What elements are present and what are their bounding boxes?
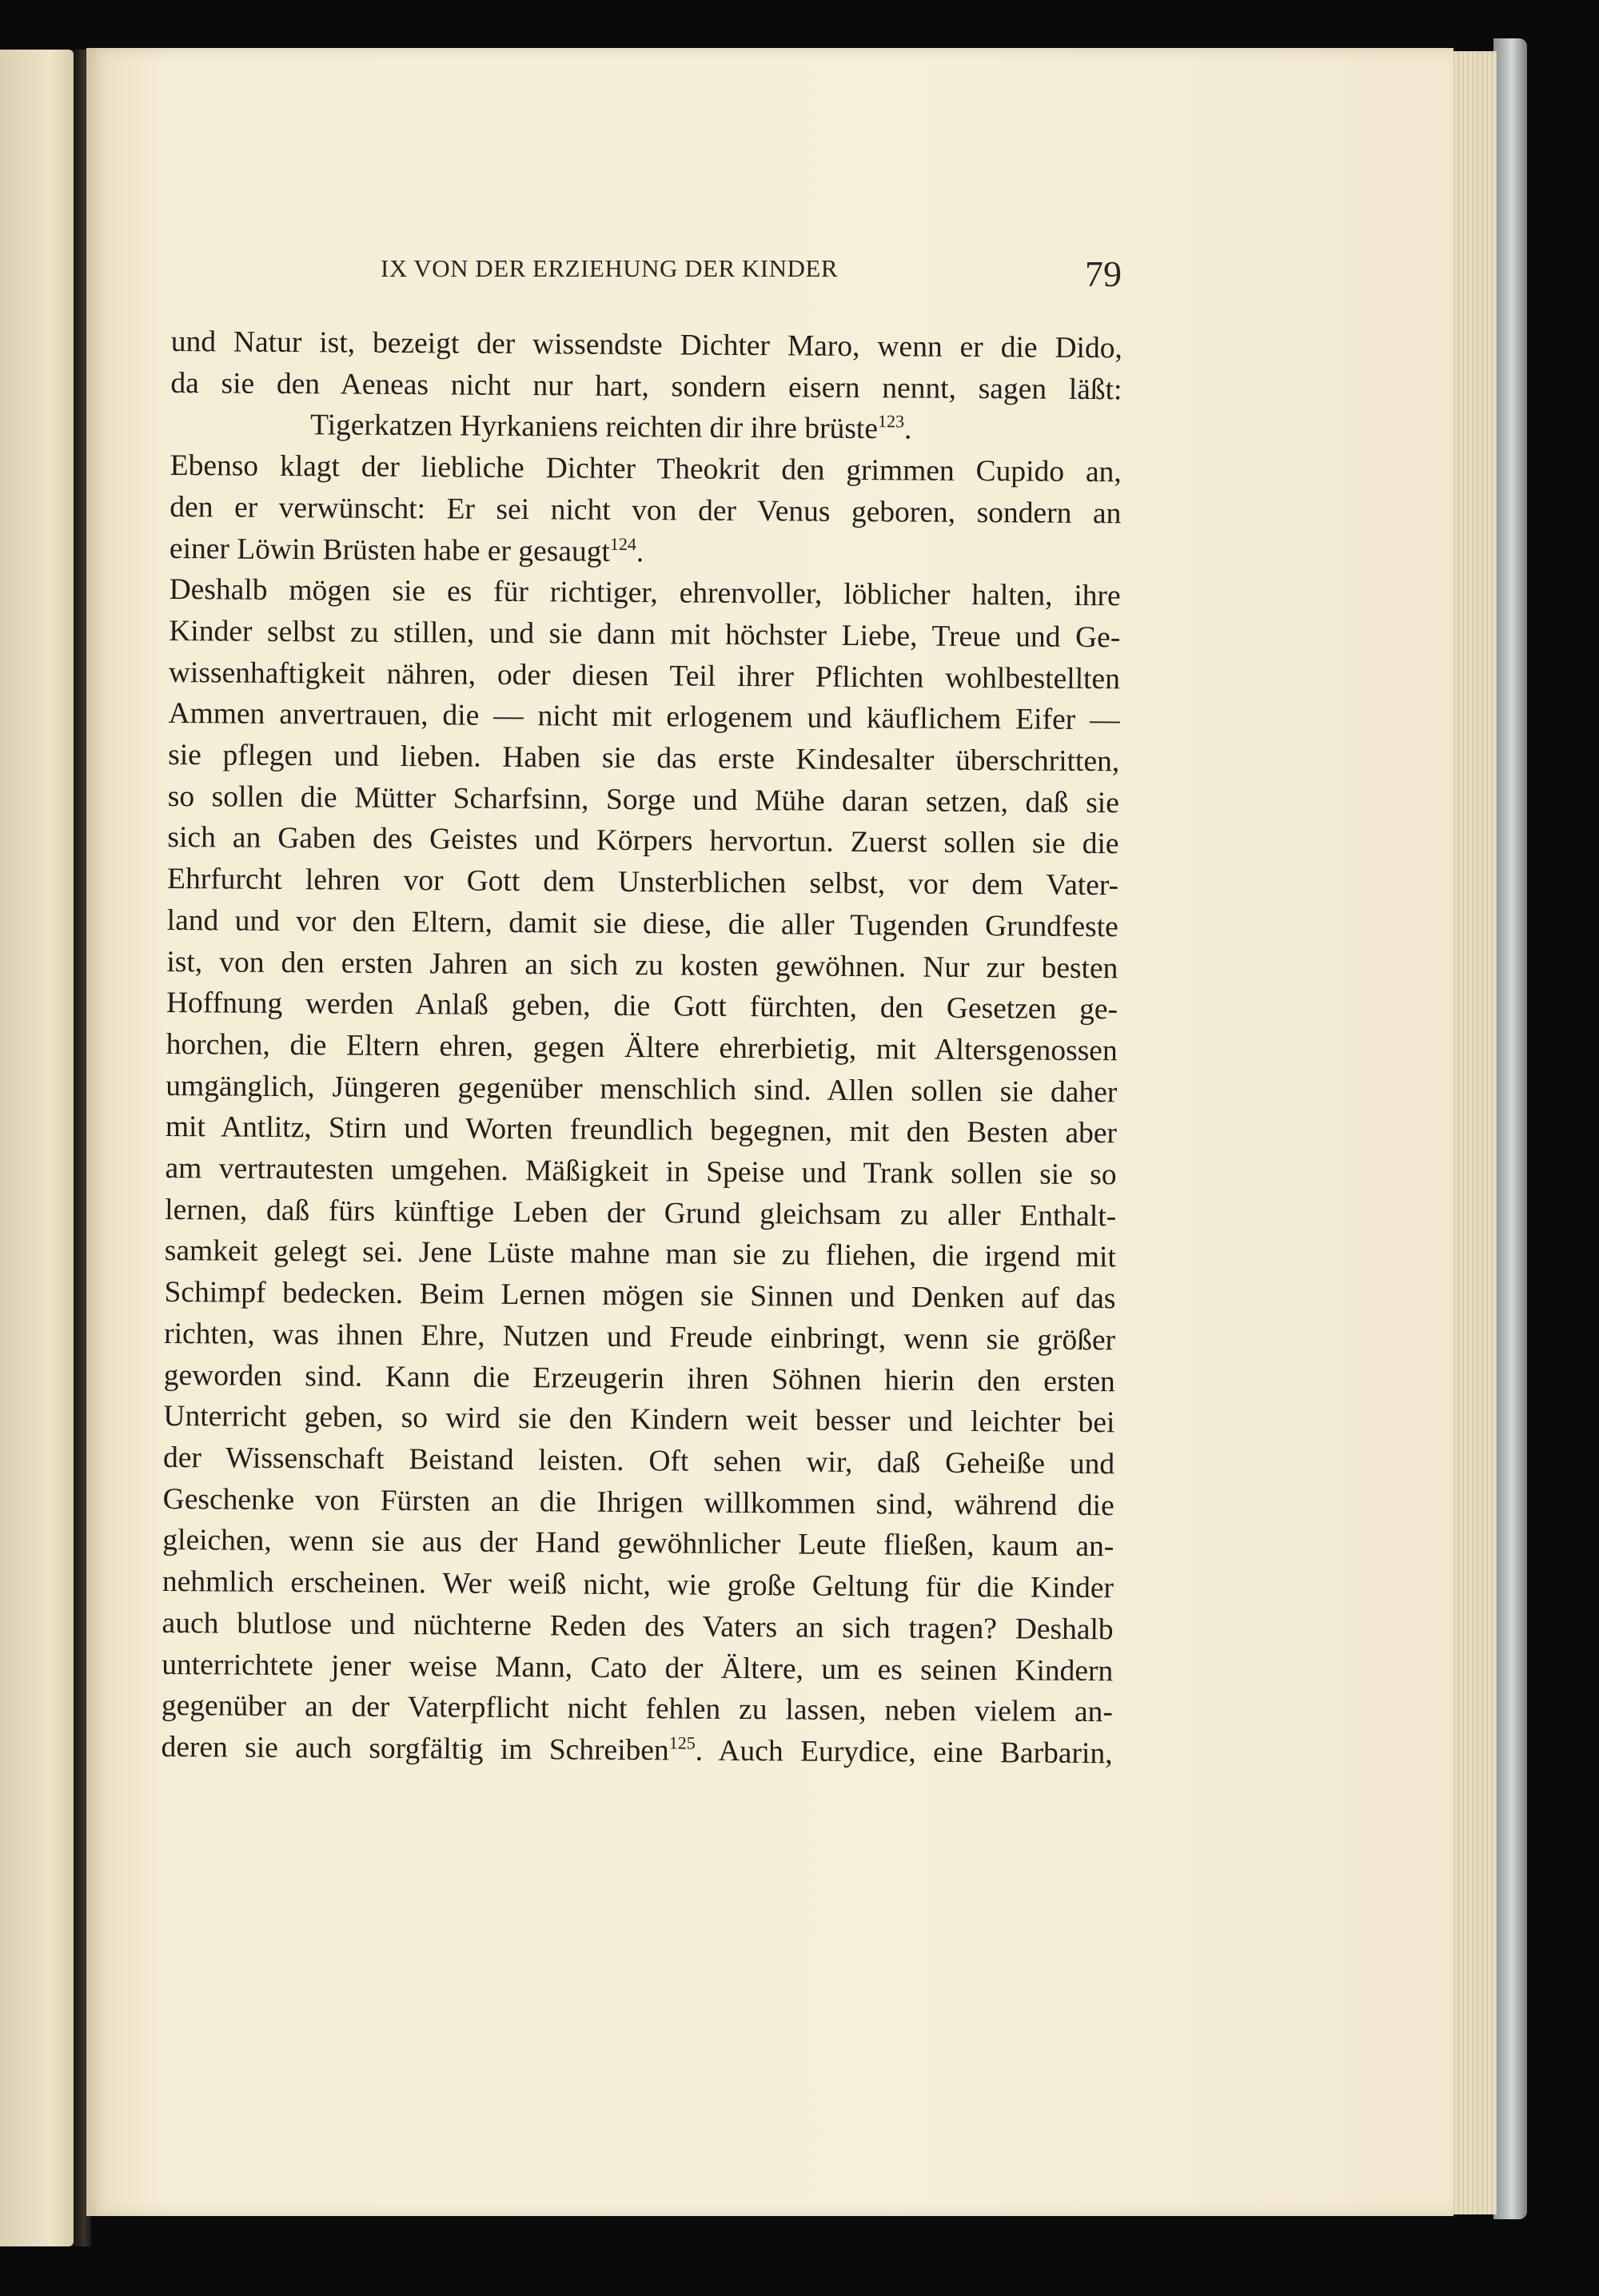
left-page-edge: [0, 50, 74, 2246]
text-line: geworden sind. Kann die Erzeugerin ihren Söhnen hierin den ersten: [163, 1358, 1115, 1398]
body-text: [161, 321, 1122, 1775]
text-line: deren sie auch sorgfältig im Schreiben$^{125}$. Auch Eurydice, eine Barbarin,: [161, 1730, 1113, 1771]
text-line: so sollen die Mütter Scharfsinn, Sorge und Mühe daran setzen, daß sie: [167, 779, 1119, 820]
text-line: Ammen anvertrauen, die — nicht mit erlogenem und käuflichem Eifer —: [168, 697, 1120, 737]
text-line: da sie den Aeneas nicht nur hart, sondern eisern nennt, sagen läßt:: [170, 366, 1122, 407]
text-line: sie pflegen und lieben. Haben sie das erste Kindesalter überschritten,: [168, 739, 1120, 779]
page-number: 79: [1085, 253, 1122, 294]
text-line: richten, was ihnen Ehre, Nutzen und Freude einbringt, wenn sie größer: [164, 1317, 1116, 1357]
text-line: samkeit gelegt sei. Jene Lüste mahne man sie zu fliehen, die irgend mit: [164, 1234, 1116, 1274]
text-line: und Natur ist, bezeigt der wissendste Dichter Maro, wenn er die Dido,: [170, 325, 1122, 365]
text-line: einer Löwin Brüsten habe er gesaugt$^{124}$.: [169, 532, 644, 568]
text-line: nehmlich erscheinen. Wer weiß nicht, wie große Geltung für die Kinder: [161, 1565, 1115, 1605]
text-line: wissenhaftigkeit nähren, oder diesen Teil ihrer Pflichten wohlbestellten: [168, 656, 1121, 696]
verse-quote: Tigerkatzen Hyrkaniens reichten dir ihre brüste$^{123}$.: [309, 409, 912, 446]
text-line: auch blutlose und nüchterne Reden des Vaters an sich tragen? Deshalb: [161, 1606, 1114, 1647]
text-line: sich an Gaben des Geistes und Körpers hervortun. Zuerst sollen sie die: [167, 821, 1119, 861]
text-line: ist, von den ersten Jahren an sich zu kosten gewöhnen. Nur zur besten: [166, 945, 1119, 985]
text-line: Geschenke von Fürsten an die Ihrigen willkommen sind, während die: [162, 1482, 1115, 1522]
footnote-ref[interactable]: 124: [609, 533, 637, 554]
text-line: horchen, die Eltern ehren, gegen Ältere ehrerbietig, mit Altersgenossen: [165, 1027, 1118, 1068]
text-line: gegenüber an der Vaterpflicht nicht fehlen zu lassen, neben vielem an-: [161, 1689, 1114, 1729]
text-line: Schimpf bedecken. Beim Lernen mögen sie Sinnen und Denken auf das: [164, 1276, 1116, 1316]
footnote-ref[interactable]: 125: [668, 1732, 696, 1753]
text-line: am vertrautesten umgehen. Mäßigkeit in Speise und Trank sollen sie so: [165, 1152, 1117, 1192]
text-line: Ebenso klagt der liebliche Dichter Theokrit den grimmen Cupido an,: [169, 449, 1122, 489]
book-cover-edge: [1493, 38, 1527, 2219]
text-line: den er verwünscht: Er sei nicht von der Venus geboren, sondern an: [169, 490, 1122, 531]
text-line: unterrichtete jener weise Mann, Cato der Ältere, um es seinen Kindern: [161, 1648, 1114, 1688]
text-line: Ehrfurcht lehren vor Gott dem Unsterblichen selbst, vor dem Vater-: [166, 863, 1119, 903]
text-line: land und vor den Eltern, damit sie diese, die aller Tugenden Grundfeste: [166, 903, 1119, 944]
text-line: lernen, daß fürs künftige Leben der Grund gleichsam zu aller Enthalt-: [165, 1193, 1117, 1234]
text-line: mit Antlitz, Stirn und Worten freundlich begegnen, mit den Besten aber: [165, 1110, 1118, 1150]
text-line: Hoffnung werden Anlaß geben, die Gott fürchten, den Gesetzen ge-: [165, 987, 1119, 1026]
quote-text: Tigerkatzen Hyrkaniens reichten dir ihre brüste: [309, 409, 879, 446]
running-header: IX VON DER ERZIEHUNG DER KINDER: [381, 254, 839, 282]
text-line: umgänglich, Jüngeren gegenüber menschlich sind. Allen sollen sie daher: [165, 1069, 1118, 1109]
footnote-ref[interactable]: 123: [877, 411, 905, 432]
text-line: Unterricht geben, so wird sie den Kindern weit besser und leichter bei: [163, 1400, 1115, 1440]
text-line: gleichen, wenn sie aus der Hand gewöhnlicher Leute fließen, kaum an-: [162, 1524, 1115, 1564]
text-line: Kinder selbst zu stillen, und sie dann mit höchster Liebe, Treue und Ge-: [169, 614, 1121, 655]
text-line: der Wissenschaft Beistand leisten. Oft sehen wir, daß Geheiße und: [162, 1441, 1115, 1481]
text-line: Deshalb mögen sie es für richtiger, ehrenvoller, löblicher halten, ihre: [169, 573, 1121, 613]
